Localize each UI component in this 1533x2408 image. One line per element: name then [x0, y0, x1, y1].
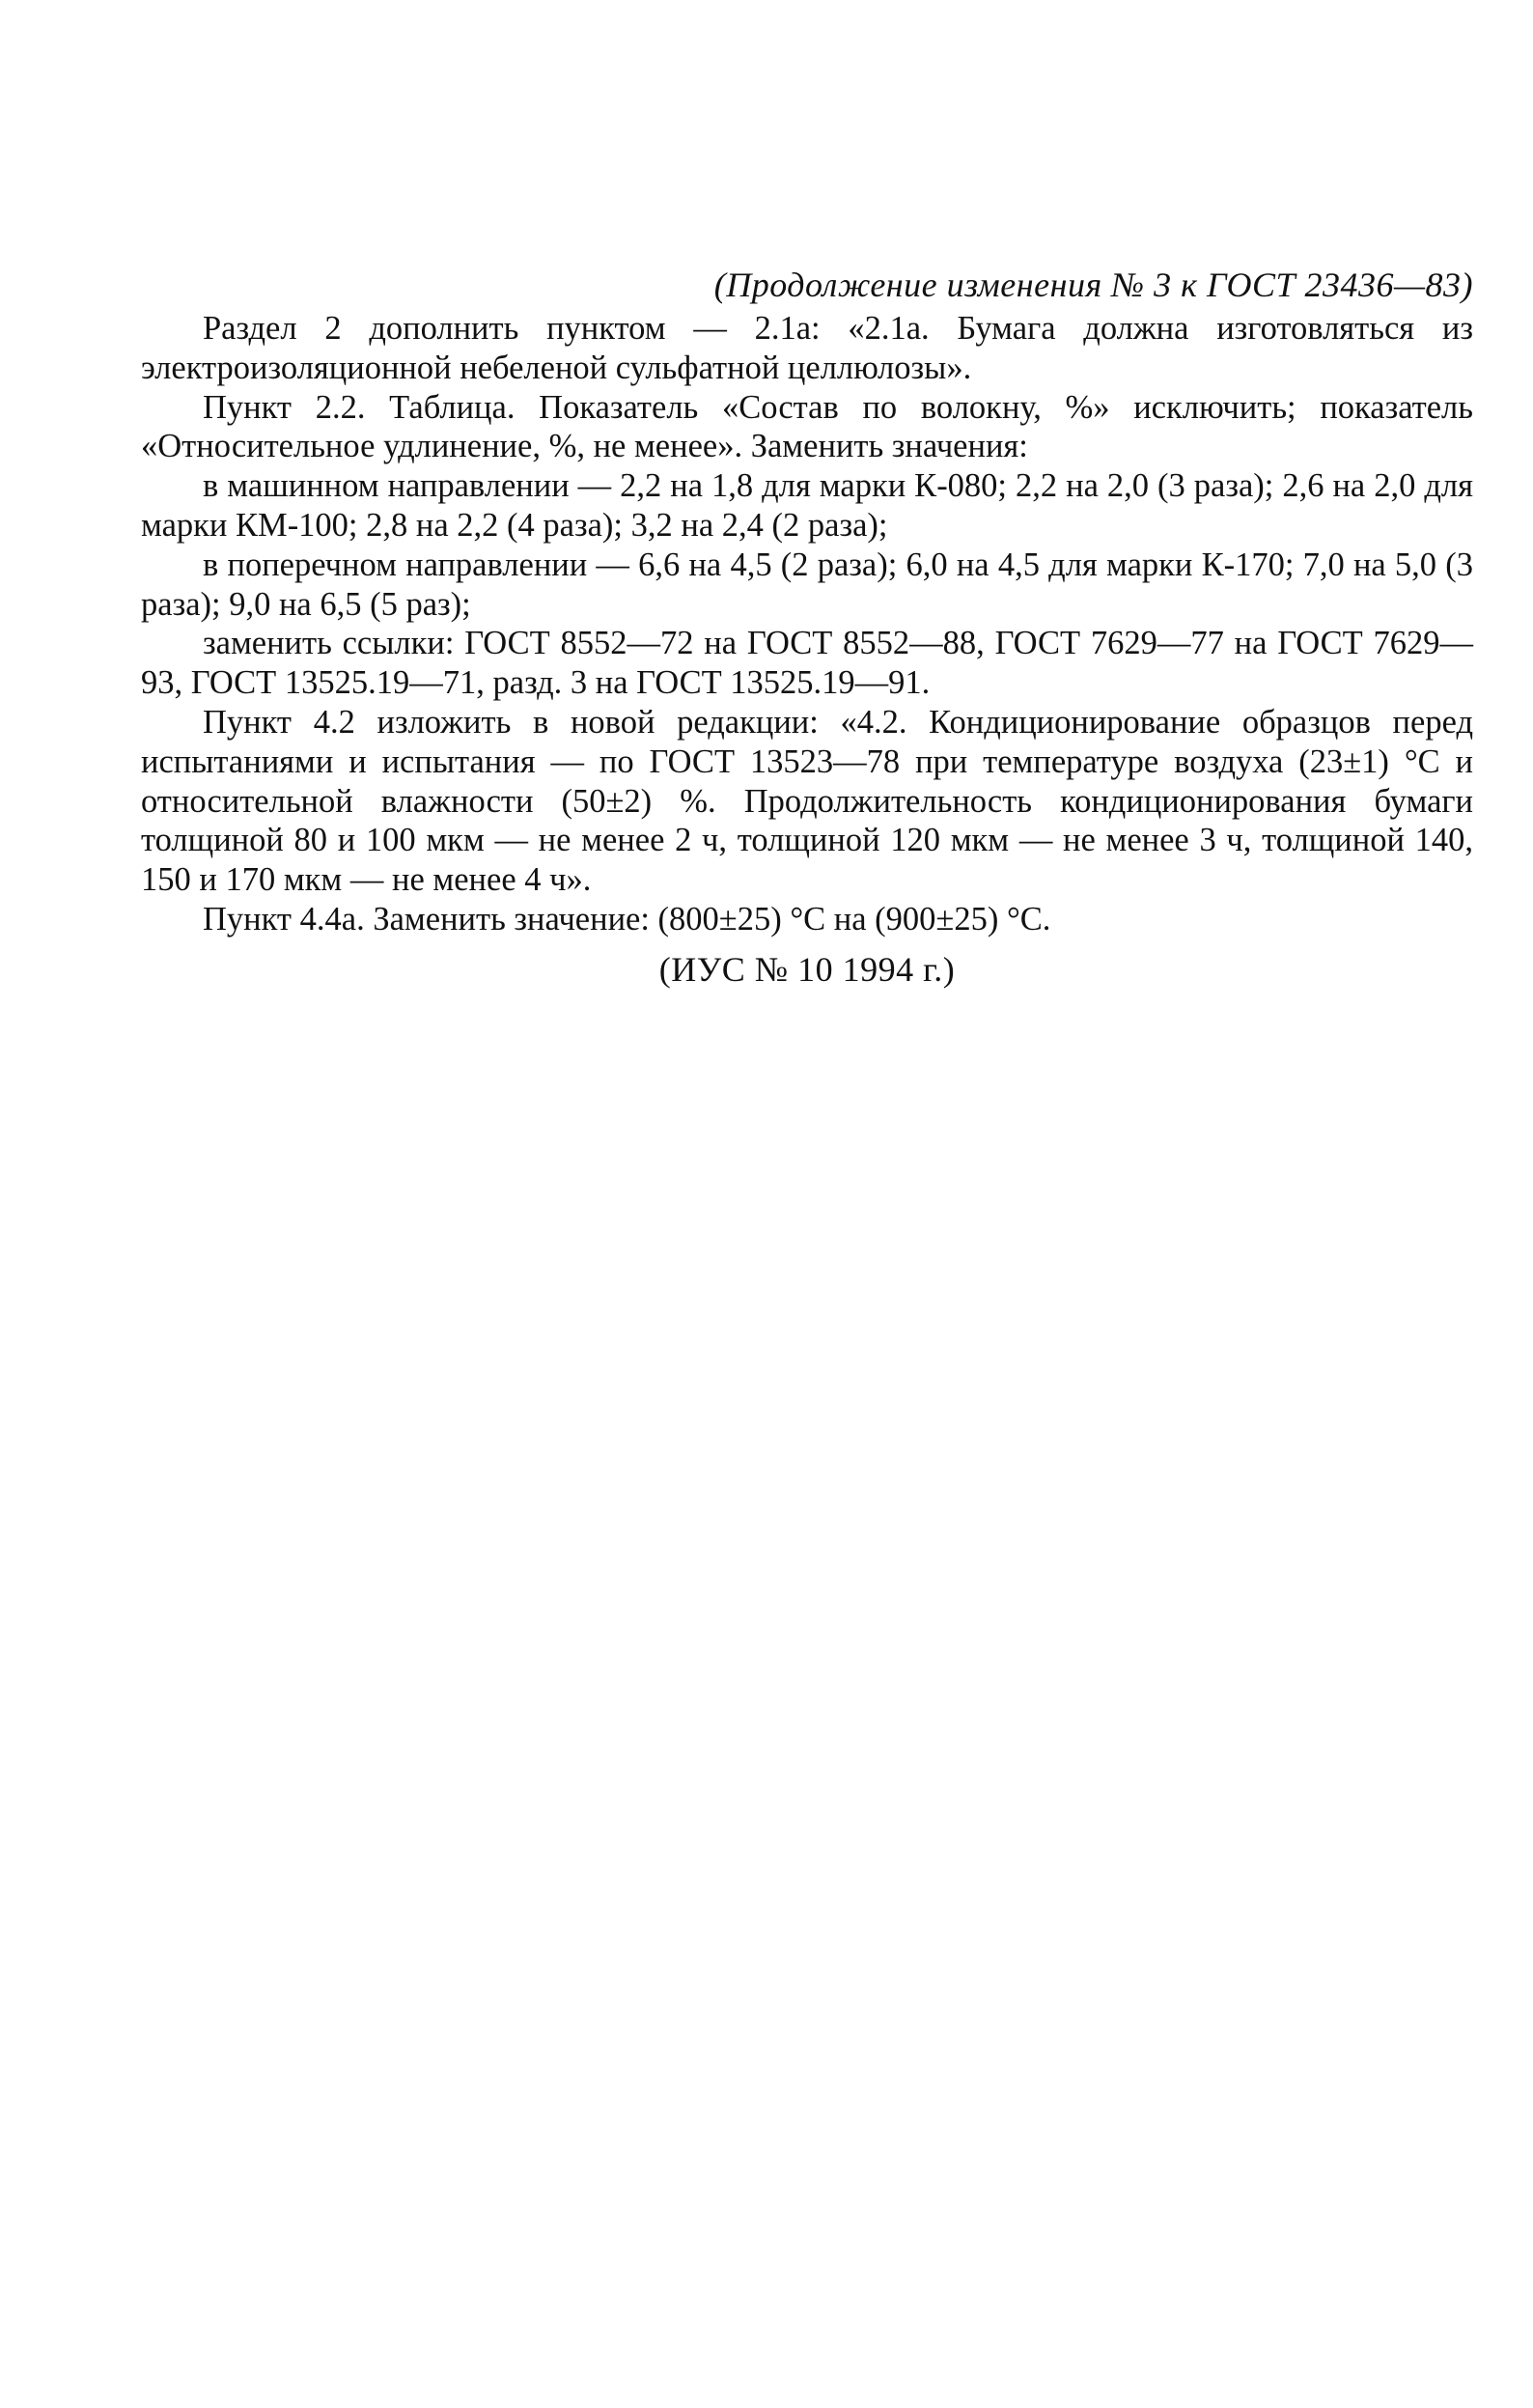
paragraph-item-4-4a: Пункт 4.4а. Заменить значение: (800±25) °С на (900±25) °С.: [203, 900, 1051, 938]
continuation-header: (Продолжение изменения № 3 к ГОСТ 23436—83): [713, 266, 1473, 304]
paragraph-section-2: Раздел 2 дополнить пунктом — 2.1а: «2.1а. Бумага должна изготовляться из электроизоляционной небеленой сульфатной целлюлозы».: [141, 310, 1473, 386]
source-note: (ИУС № 10 1994 г.): [658, 949, 956, 989]
paragraph-references: заменить ссылки: ГОСТ 8552—72 на ГОСТ 8552—88, ГОСТ 7629—77 на ГОСТ 7629—93, ГОСТ 13525.19—71, разд. 3 на ГОСТ 13525.19—91.: [141, 625, 1473, 702]
paragraph-machine-direction: в машинном направлении — 2,2 на 1,8 для марки К-080; 2,2 на 2,0 (3 раза); 2,6 на 2,0 для марки КМ-100; 2,8 на 2,2 (4 раза); 3,2 на 2,4 (2 раза);: [141, 467, 1473, 544]
paragraph-cross-direction: в поперечном направлении — 6,6 на 4,5 (2 раза); 6,0 на 4,5 для марки К-170; 7,0 на 5,0 (3 раза); 9,0 на 6,5 (5 раз);: [141, 546, 1473, 623]
paragraph-item-2-2: Пункт 2.2. Таблица. Показатель «Состав по волокну, %» исключить; показатель «Относительное удлинение, %, не менее». Заменить значения:: [141, 388, 1473, 465]
paragraph-item-4-2: Пункт 4.2 изложить в новой редакции: «4.2. Кондиционирование образцов перед испытаниями и испытания — по ГОСТ 13523—78 при температуре воздуха (23±1) °С и относительной влажности (50±2) %. Продолжительность кондиционирования бумаги толщиной 80 и 100 мкм — не менее 2 ч, толщиной 120 мкм — не менее 3 ч, толщиной 140, 150 и 170 мкм — не менее 4 ч».: [141, 703, 1473, 899]
document-text: [141, 263, 1473, 992]
